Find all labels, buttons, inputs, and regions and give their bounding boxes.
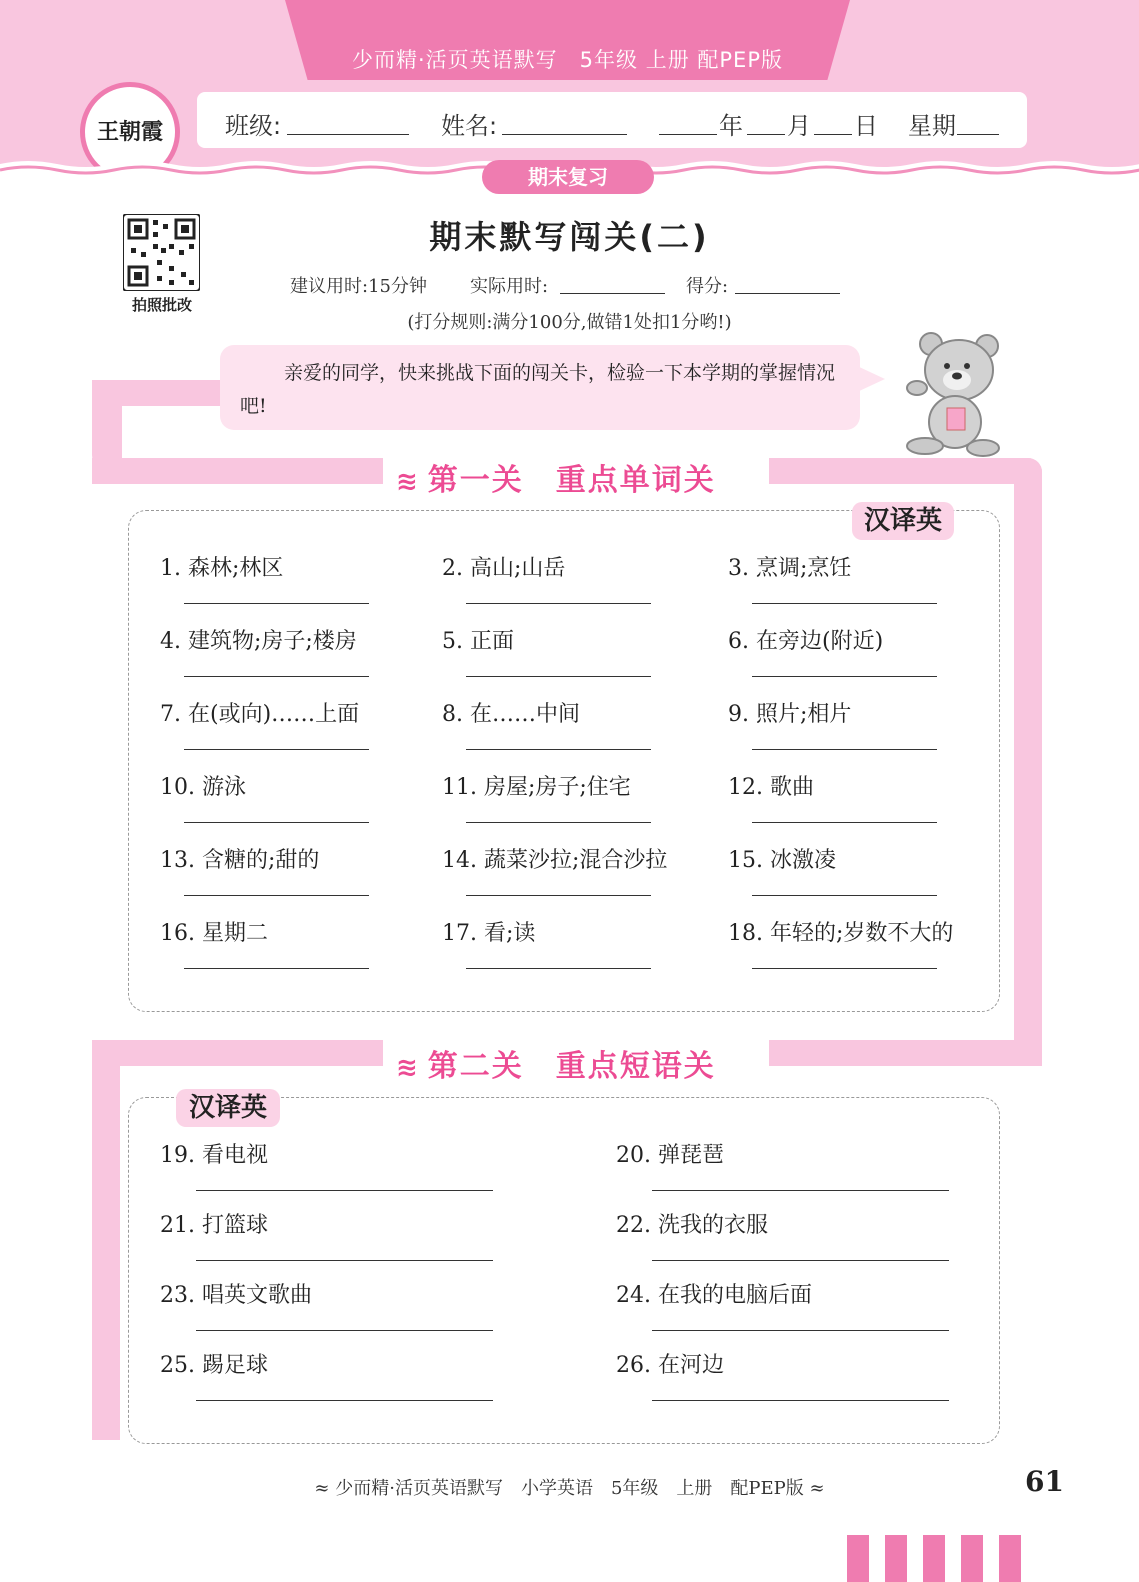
score-field[interactable] [735, 293, 840, 294]
intro-text: 亲爱的同学，快来挑战下面的闯关卡，检验一下本学期的掌握情况吧! [240, 362, 836, 417]
phrase-answer-line[interactable] [196, 1260, 493, 1261]
word-prompt: 8. 在……中间 [442, 702, 580, 727]
word-prompt: 12. 歌曲 [728, 775, 814, 800]
month-field[interactable] [747, 134, 785, 135]
word-prompt: 15. 冰激凌 [728, 848, 836, 873]
footer-stripe [847, 1535, 869, 1582]
word-prompt: 11. 房屋;房子;住宅 [442, 775, 631, 800]
word-prompt: 2. 高山;山岳 [442, 556, 566, 581]
footer-stripe [999, 1535, 1021, 1582]
footer-text [0, 1474, 1139, 1500]
phrase-prompt: 24. 在我的电脑后面 [616, 1283, 812, 1308]
footer-stripe [923, 1535, 945, 1582]
word-prompt: 4. 建筑物;房子;楼房 [160, 629, 357, 654]
week-label: 星期 [908, 112, 956, 140]
word-prompt: 1. 森林;林区 [160, 556, 284, 581]
phrase-prompt: 21. 打篮球 [160, 1213, 268, 1238]
phrase-prompt: 23. 唱英文歌曲 [160, 1283, 312, 1308]
word-prompt: 9. 照片;相片 [728, 702, 852, 727]
track-left-bottom [92, 1040, 120, 1440]
word-prompt: 10. 游泳 [160, 775, 246, 800]
wave-icon: ≈ [314, 1478, 330, 1499]
word-answer-line[interactable] [466, 895, 651, 896]
suggested-time: 建议用时:15分钟 [290, 276, 427, 297]
word-prompt: 6. 在旁边(附近) [728, 629, 884, 654]
footer-stripe [961, 1535, 983, 1582]
phrase-prompt: 19. 看电视 [160, 1143, 268, 1168]
word-answer-line[interactable] [466, 822, 651, 823]
word-prompt: 5. 正面 [442, 629, 514, 654]
score-label: 得分: [686, 276, 729, 297]
week-field[interactable] [957, 134, 999, 135]
word-answer-line[interactable] [752, 749, 937, 750]
phrase-answer-line[interactable] [652, 1190, 949, 1191]
wave-icon: ≈ [809, 1478, 825, 1499]
word-answer-line[interactable] [752, 603, 937, 604]
word-answer-line[interactable] [752, 968, 937, 969]
word-answer-line[interactable] [466, 968, 651, 969]
actual-time-label: 实际用时: [470, 276, 549, 297]
footer-stripe [885, 1535, 907, 1582]
word-answer-line[interactable] [752, 676, 937, 677]
word-answer-line[interactable] [466, 749, 651, 750]
month-label: 月 [787, 112, 811, 140]
wave-icon: ≋ [396, 1053, 420, 1083]
section2-banner [396, 1041, 716, 1085]
class-label: 班级: [225, 112, 282, 140]
word-answer-line[interactable] [184, 603, 369, 604]
wave-icon: ≋ [396, 467, 420, 497]
phrase-prompt: 22. 洗我的衣服 [616, 1213, 768, 1238]
series-title: 少而精·活页英语默写 5年级 上册 配PEP版 [352, 48, 783, 72]
phrase-prompt: 26. 在河边 [616, 1353, 724, 1378]
phrase-prompt: 25. 踢足球 [160, 1353, 268, 1378]
phrase-prompt: 20. 弹琵琶 [616, 1143, 724, 1168]
section1-tag: 汉译英 [852, 502, 954, 540]
section2-tag: 汉译英 [176, 1089, 280, 1127]
word-prompt: 3. 烹调;烹饪 [728, 556, 852, 581]
page-number: 61 [1025, 1465, 1064, 1498]
name-field[interactable] [502, 134, 627, 135]
phrase-answer-line[interactable] [196, 1330, 493, 1331]
footer-title: 少而精·活页英语默写 小学英语 5年级 上册 配PEP版 [335, 1478, 804, 1499]
speech-bubble-tail [855, 365, 885, 393]
name-label: 姓名: [441, 112, 498, 140]
actual-time-field[interactable] [560, 293, 665, 294]
word-answer-line[interactable] [184, 895, 369, 896]
word-answer-line[interactable] [466, 676, 651, 677]
word-prompt: 16. 星期二 [160, 921, 268, 946]
page-title: 期末默写闯关(二) [429, 218, 710, 256]
phrase-answer-line[interactable] [652, 1400, 949, 1401]
word-answer-line[interactable] [466, 603, 651, 604]
year-label: 年 [719, 112, 743, 140]
word-prompt: 18. 年轻的;岁数不大的 [728, 921, 954, 946]
word-prompt: 14. 蔬菜沙拉;混合沙拉 [442, 848, 668, 873]
day-field[interactable] [814, 134, 852, 135]
logo-text: 王朝霞 [96, 119, 163, 145]
word-prompt: 17. 看;读 [442, 921, 536, 946]
student-info-bar [197, 92, 1027, 148]
class-field[interactable] [287, 134, 409, 135]
day-label: 日 [854, 112, 878, 140]
track-top-connector [92, 380, 232, 406]
phrase-answer-line[interactable] [196, 1190, 493, 1191]
word-answer-line[interactable] [184, 822, 369, 823]
qr-label: 拍照批改 [131, 296, 192, 314]
word-prompt: 13. 含糖的;甜的 [160, 848, 320, 873]
word-prompt: 7. 在(或向)……上面 [160, 702, 360, 727]
track-right [1014, 458, 1042, 1058]
phrase-answer-line[interactable] [196, 1400, 493, 1401]
section1-banner-text: 第一关 重点单词关 [427, 463, 716, 498]
word-answer-line[interactable] [184, 749, 369, 750]
year-field[interactable] [659, 134, 717, 135]
phrase-answer-line[interactable] [652, 1330, 949, 1331]
section-pill: 期末复习 [482, 160, 654, 194]
scoring-rule: (打分规则:满分100分,做错1处扣1分哟!) [407, 312, 732, 333]
word-answer-line[interactable] [184, 968, 369, 969]
section1-banner [396, 455, 716, 499]
word-answer-line[interactable] [752, 895, 937, 896]
bear-mascot-icon [895, 330, 1005, 458]
word-answer-line[interactable] [184, 676, 369, 677]
section2-banner-text: 第二关 重点短语关 [427, 1049, 716, 1084]
phrase-answer-line[interactable] [652, 1260, 949, 1261]
word-answer-line[interactable] [752, 822, 937, 823]
